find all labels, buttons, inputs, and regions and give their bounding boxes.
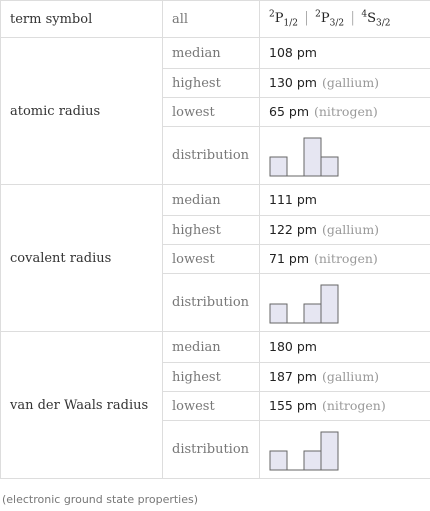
term-separator: | bbox=[304, 9, 309, 27]
table-caption: (electronic ground state properties) bbox=[2, 493, 199, 506]
value-cell bbox=[260, 363, 430, 392]
lowest-value: 65 pm bbox=[269, 104, 309, 119]
row-label-median: median bbox=[163, 185, 260, 216]
table-row bbox=[1, 185, 430, 216]
median-value: 180 pm bbox=[269, 339, 317, 354]
highest-value: 122 pm bbox=[269, 222, 317, 237]
highest-element: (gallium) bbox=[321, 369, 380, 384]
row-label-distribution: distribution bbox=[163, 127, 260, 185]
row-label-highest: highest bbox=[163, 216, 260, 245]
median-value: 108 pm bbox=[269, 45, 317, 60]
lowest-element: (nitrogen) bbox=[321, 398, 386, 413]
value-cell bbox=[260, 69, 430, 98]
histogram-bar bbox=[270, 451, 287, 470]
row-label-highest: highest bbox=[163, 69, 260, 98]
median-value: 111 pm bbox=[269, 192, 317, 207]
row-label-median: median bbox=[163, 332, 260, 363]
lowest-value: 71 pm bbox=[269, 251, 309, 266]
highest-value: 130 pm bbox=[269, 75, 317, 90]
row-label-highest: highest bbox=[163, 363, 260, 392]
highest-element: (gallium) bbox=[321, 222, 380, 237]
row-label-lowest: lowest bbox=[163, 392, 260, 421]
header-all: all bbox=[163, 1, 260, 38]
value-cell bbox=[260, 185, 430, 216]
lowest-element: (nitrogen) bbox=[314, 104, 378, 119]
header-term-symbol: term symbol bbox=[1, 1, 163, 38]
value-cell bbox=[260, 38, 430, 69]
highest-element: (gallium) bbox=[321, 75, 380, 90]
value-cell bbox=[260, 392, 430, 421]
value-cell bbox=[260, 98, 430, 127]
group-label-atomic-radius: atomic radius bbox=[1, 38, 163, 185]
value-cell bbox=[260, 216, 430, 245]
value-cell bbox=[260, 245, 430, 274]
distribution-cell bbox=[260, 274, 430, 332]
table-row bbox=[1, 38, 430, 69]
term-symbol-2: $^2P_{3/2}$ bbox=[315, 9, 345, 29]
value-cell bbox=[260, 332, 430, 363]
row-label-distribution: distribution bbox=[163, 274, 260, 332]
header-term-list bbox=[260, 1, 430, 38]
histogram-bar bbox=[304, 304, 321, 323]
row-label-lowest: lowest bbox=[163, 245, 260, 274]
distribution-histogram bbox=[269, 425, 349, 475]
row-label-median: median bbox=[163, 38, 260, 69]
highest-value: 187 pm bbox=[269, 369, 317, 384]
distribution-histogram bbox=[269, 278, 349, 328]
histogram-bar bbox=[304, 451, 321, 470]
row-label-lowest: lowest bbox=[163, 98, 260, 127]
lowest-value: 155 pm bbox=[269, 398, 317, 413]
histogram-bar bbox=[304, 138, 321, 176]
table-row bbox=[1, 332, 430, 363]
term-separator: | bbox=[351, 9, 355, 27]
histogram-bar bbox=[321, 432, 338, 470]
histogram-bar bbox=[270, 157, 287, 176]
distribution-histogram bbox=[269, 131, 349, 181]
distribution-cell bbox=[260, 127, 430, 185]
header-row bbox=[1, 1, 430, 38]
histogram-bar bbox=[321, 285, 338, 323]
group-label-van-der-waals-radius: van der Waals radius bbox=[1, 332, 163, 479]
histogram-bar bbox=[321, 157, 338, 176]
term-symbol-1: $^2P_{1/2}$ bbox=[269, 9, 298, 29]
group-label-covalent-radius: covalent radius bbox=[1, 185, 163, 332]
row-label-distribution: distribution bbox=[163, 421, 260, 479]
distribution-cell bbox=[260, 421, 430, 479]
histogram-bar bbox=[270, 304, 287, 323]
term-symbol-3: $^4S_{3/2}$ bbox=[361, 9, 391, 29]
lowest-element: (nitrogen) bbox=[314, 251, 378, 266]
